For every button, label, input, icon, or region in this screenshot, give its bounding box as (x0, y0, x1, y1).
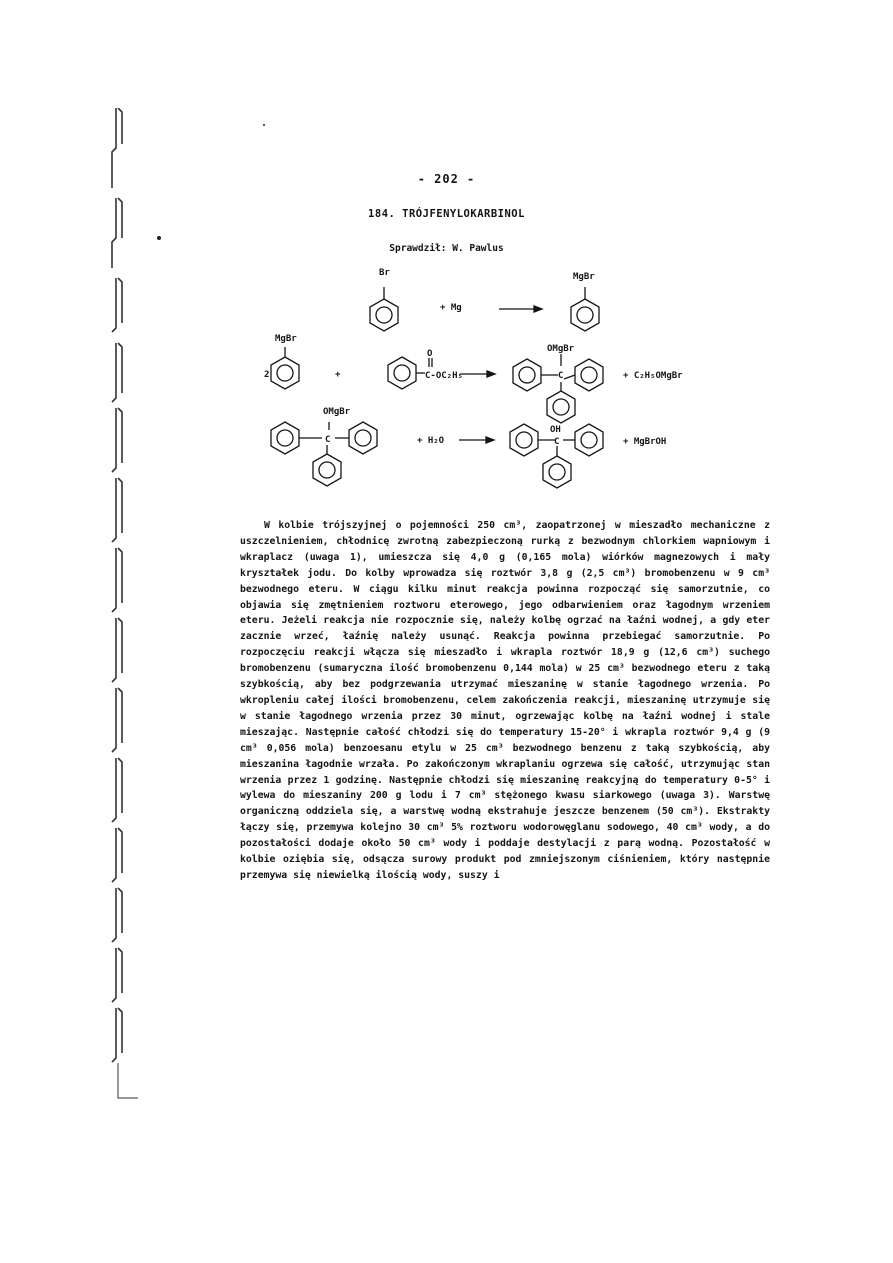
reaction-2-coefficient: 2 (264, 370, 270, 380)
checked-by: Sprawdził: W. Pawlus (389, 243, 504, 254)
scan-speck (157, 236, 161, 240)
reaction-2 (271, 347, 603, 423)
reaction-3-reagent: + H₂O (417, 436, 445, 446)
page-number: - 202 - (417, 172, 476, 186)
reaction-2-ester-group: C-OC₂H₅ (425, 371, 463, 381)
reaction-3-product-carbon: C (554, 437, 560, 447)
reaction-2-grignard-label: MgBr (275, 334, 297, 344)
reaction-2-plus: + (335, 370, 341, 380)
reaction-3-reactant-label: OMgBr (323, 407, 351, 417)
reaction-2-product-carbon: C (558, 371, 564, 381)
page-title: 184. TRÓJFENYLOKARBINOL (368, 208, 525, 220)
procedure-text (240, 518, 770, 884)
reaction-2-carbonyl-oxygen: O (427, 349, 433, 359)
reaction-1-product-label: MgBr (573, 272, 595, 282)
reaction-3-product-label: OH (550, 425, 561, 435)
reaction-2-product-label: OMgBr (547, 344, 575, 354)
reaction-1 (370, 287, 599, 331)
reaction-scheme (255, 262, 755, 510)
reaction-3-byproduct: + MgBrOH (623, 437, 667, 447)
reaction-1-reactant-label: Br (379, 268, 390, 278)
scan-speck (263, 124, 265, 126)
spiral-binding (108, 108, 138, 1108)
procedure-paragraph: W kolbie trójszyjnej o pojemności 250 cm³, zaopatrzonej w mieszadło mechaniczne z uszczelnieniem, chłodnicę zwrotną zabezpieczoną rurką z bezwodnym chlorkiem wapniowym i wkraplacz (uwaga 1), umieszcza się 4,0 g (0,165 mola) wiórków magnezowych i mały kryształek jodu. Do kolby wprowadza się roztwór 3,8 g (2,5 cm³) bromobenzenu w 9 cm³ bezwodnego eteru. W ciągu kilku minut reakcja powinna rozpocząć się samorzutnie, co objawia się zmętnieniem roztworu eterowego, jego odbarwieniem oraz łagodnym wrzeniem eteru. Jeżeli reakcja nie rozpocznie się, należy kolbę ogrzać na łaźni wodnej, a gdy eter zacznie wrzeć, łaźnię należy usunąć. Reakcja powinna przebiegać samorzutnie. Po rozpoczęciu reakcji włącza się mieszadło i wkrapla roztwór 18,9 g (12,6 cm³) suchego bromobenzenu (sumaryczna ilość bromobenzenu 0,144 mola) w 25 cm³ bezwodnego eteru z taką szybkością, aby bez podgrzewania utrzymać mieszaninę w stanie łagodnego wrzenia. Po wkropleniu całej ilości bromobenzenu, celem zakończenia reakcji, mieszaninę utrzymuje się w stanie łagodnego wrzenia przez 30 minut, ogrzewając kolbę na łaźni wodnej i stale mieszając. Następnie całość chłodzi się do temperatury 15-20° i wkrapla roztwór 9,4 g (9 cm³ 0,056 mola) benzoesanu etylu w 25 cm³ bezwodnego benzenu z taką szybkością, aby mieszanina łagodnie wrzała. Po zakończonym wkraplaniu ogrzewa się całość, utrzymując stan wrzenia przez 1 godzinę. Następnie chłodzi się mieszaninę reakcyjną do temperatury 0-5° i wylewa do mieszaniny 200 g lodu i 7 cm³ stężonego kwasu siarkowego (uwaga 3). Warstwę organiczną oddziela się, a warstwę wodną ekstrahuje jeszcze benzenem (50 cm³). Ekstrakty łączy się, przemywa kolejno 30 cm³ 5% roztworu wodorowęglanu sodowego, 40 cm³ wody, a do pozostałości dodaje około 50 cm³ wody i poddaje destylacji z parą wodną. Pozostałość w kolbie oziębia się, odsącza surowy produkt pod zmniejszonym ciśnieniem, który następnie przemywa się niewielką ilością wody, suszy i (240, 520, 770, 881)
reaction-3-reactant-carbon: C (325, 435, 331, 445)
reaction-2-byproduct: + C₂H₅OMgBr (623, 371, 683, 381)
reaction-1-reagent: + Mg (440, 303, 462, 313)
